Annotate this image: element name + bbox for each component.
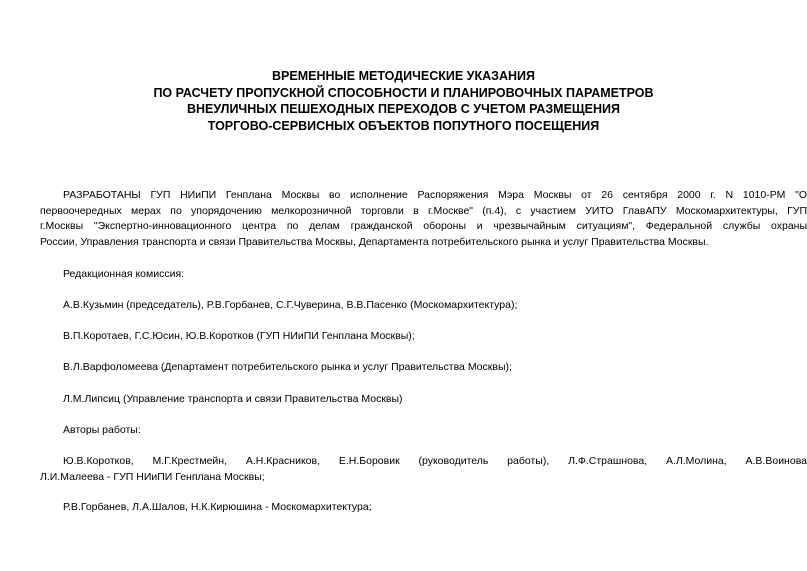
title-line-4: ТОРГОВО-СЕРВИСНЫХ ОБЪЕКТОВ ПОПУТНОГО ПОСЕЩЕНИЯ xyxy=(207,118,600,133)
authors-line-3: Р.В.Горбанев, Л.А.Шалов, Н.К.Кирюшина - Москомархитектура; xyxy=(63,501,372,513)
editorial-member: В.П.Коротаев, Г.С.Юсин, Ю.В.Коротков (ГУП НИиПИ Генплана Москвы); xyxy=(63,330,415,342)
editorial-member: Л.М.Липсиц (Управление транспорта и связи Правительства Москвы) xyxy=(63,393,403,405)
editorial-member: В.Л.Варфоломеева (Департамент потребительского рынка и услуг Правительства Москвы); xyxy=(63,361,512,373)
authors-paragraph xyxy=(40,454,807,485)
authors-heading: Авторы работы: xyxy=(63,424,141,436)
editorial-member: А.В.Кузьмин (председатель), Р.В.Горбанев, С.Г.Чуверина, В.В.Пасенко (Москомархитектура); xyxy=(63,299,518,311)
authors-line-1: Ю.В.Коротков, М.Г.Крестмейн, А.Н.Красников, Е.Н.Боровик (руководитель работы), Л.Ф.Страшнова, А.Л.Молина, А.В.Воинова xyxy=(63,455,807,467)
title-line-1: ВРЕМЕННЫЕ МЕТОДИЧЕСКИЕ УКАЗАНИЯ xyxy=(272,69,535,83)
intro-line-3: г.Москвы "Экспертно-инновационного центра по делам гражданской обороны и чрезвычайным ситуациям", Федеральной службы охраны xyxy=(40,220,807,232)
editorial-heading: Редакционная комиссия: xyxy=(63,268,185,280)
intro-line-2: первоочередных мерах по упорядочению мелкорозничной торговли в г.Москве" (п.4), с участием УИТО ГлавАПУ Москомархитектуры, ГУП xyxy=(40,204,807,217)
title-line-3: ВНЕУЛИЧНЫХ ПЕШЕХОДНЫХ ПЕРЕХОДОВ С УЧЕТОМ РАЗМЕЩЕНИЯ xyxy=(186,102,621,116)
document-title xyxy=(0,68,807,134)
authors-line-2: Л.И.Малеева - ГУП НИиПИ Генплана Москвы; xyxy=(40,470,265,483)
title-line-2: ПО РАСЧЕТУ ПРОПУСКНОЙ СПОСОБНОСТИ И ПЛАНИРОВОЧНЫХ ПАРАМЕТРОВ xyxy=(153,85,654,100)
developers-paragraph xyxy=(40,188,807,250)
intro-line-4: России, Управления транспорта и связи Правительства Москвы, Департамента потребительского рынка и услуг Правительства Москвы. xyxy=(40,235,709,248)
intro-line-1: РАЗРАБОТАНЫ ГУП НИиПИ Генплана Москвы во исполнение Распоряжения Мэра Москвы от 26 сентября 2000 г. N 1010-РМ "О xyxy=(63,189,807,201)
